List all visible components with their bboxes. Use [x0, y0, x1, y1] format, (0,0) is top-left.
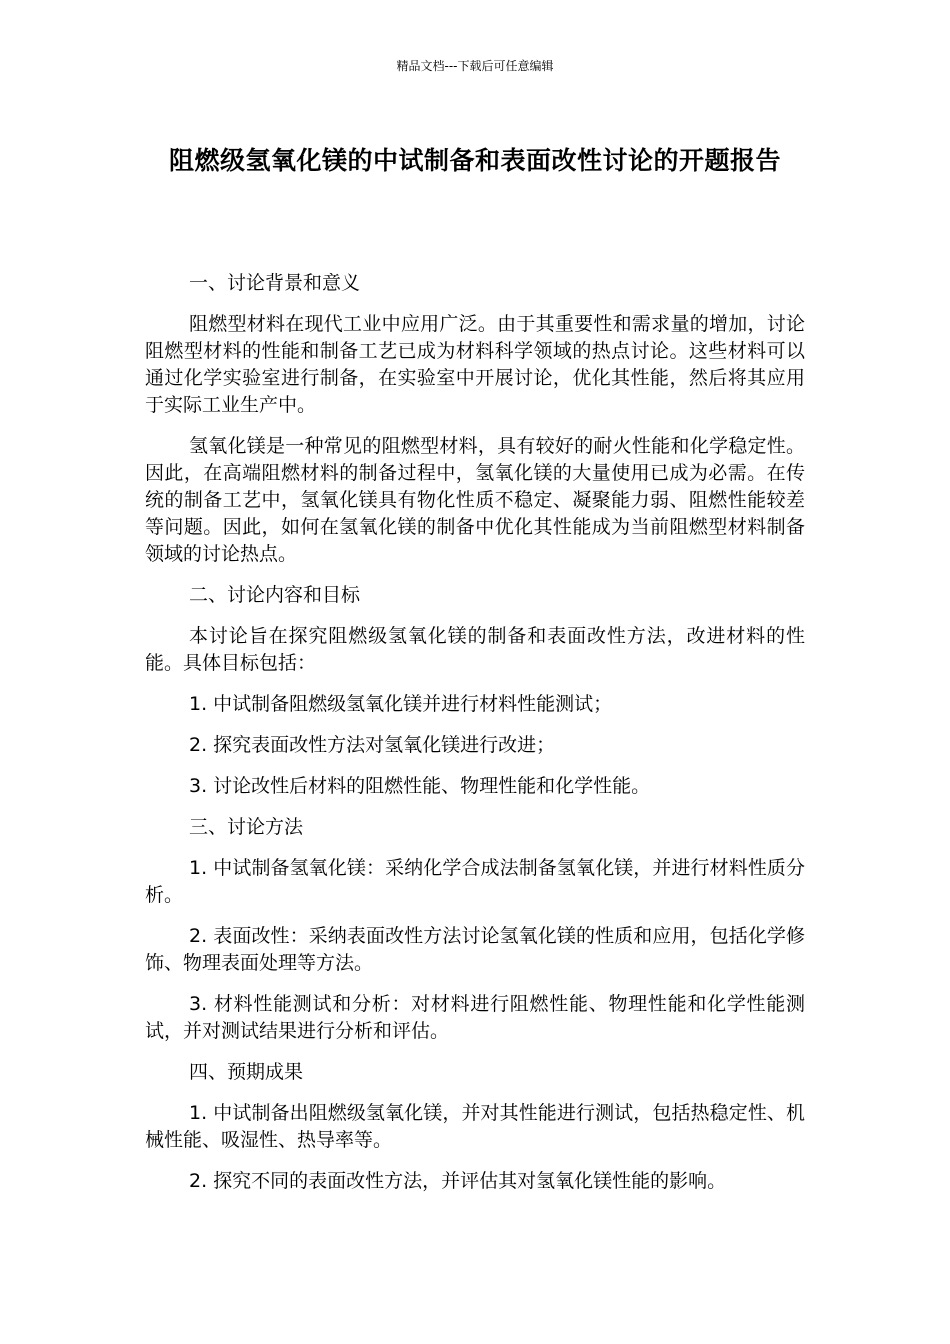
section-heading-expected-results: 四、预期成果 [189, 1061, 304, 1083]
header-note: 精品文档---下载后可任意编辑 [396, 59, 554, 73]
list-item: 2. 探究表面改性方法对氢氧化镁进行改进； [189, 734, 556, 756]
list-item: 1. 中试制备出阻燃级氢氧化镁，并对其性能进行测试，包括热稳定性、机械性能、吸湿性、热导率等。 [145, 1102, 805, 1151]
list-item: 2. 表面改性：采纳表面改性方法讨论氢氧化镁的性质和应用，包括化学修饰、物理表面处理等方法。 [145, 925, 805, 974]
paragraph: 本讨论旨在探究阻燃级氢氧化镁的制备和表面改性方法，改进材料的性能。具体目标包括： [145, 625, 805, 674]
document-body [145, 270, 805, 1209]
document-title: 阻燃级氢氧化镁的中试制备和表面改性讨论的开题报告 [168, 146, 781, 175]
list-item: 3. 材料性能测试和分析：对材料进行阻燃性能、物理性能和化学性能测试，并对测试结果进行分析和评估。 [145, 993, 805, 1042]
section-heading-background: 一、讨论背景和意义 [189, 272, 361, 294]
list-item: 1. 中试制备氢氧化镁：采纳化学合成法制备氢氧化镁，并进行材料性质分析。 [145, 857, 805, 906]
list-item: 1. 中试制备阻燃级氢氧化镁并进行材料性能测试； [189, 693, 613, 715]
list-item: 3. 讨论改性后材料的阻燃性能、物理性能和化学性能。 [189, 775, 651, 797]
section-heading-content-goals: 二、讨论内容和目标 [189, 584, 361, 606]
list-item: 2. 探究不同的表面改性方法，并评估其对氢氧化镁性能的影响。 [189, 1170, 727, 1192]
paragraph: 阻燃型材料在现代工业中应用广泛。由于其重要性和需求量的增加，讨论阻燃型材料的性能和制备工艺已成为材料科学领域的热点讨论。这些材料可以通过化学实验室进行制备，在实验室中开展讨论，优化其性能，然后将其应用于实际工业生产中。 [145, 313, 805, 416]
section-heading-methods: 三、讨论方法 [189, 816, 304, 838]
paragraph: 氢氧化镁是一种常见的阻燃型材料，具有较好的耐火性能和化学稳定性。因此，在高端阻燃材料的制备过程中，氢氧化镁的大量使用已成为必需。在传统的制备工艺中，氢氧化镁具有物化性质不稳定、凝聚能力弱、阻燃性能较差等问题。因此，如何在氢氧化镁的制备中优化其性能成为当前阻燃型材料制备领域的讨论热点。 [145, 435, 805, 565]
